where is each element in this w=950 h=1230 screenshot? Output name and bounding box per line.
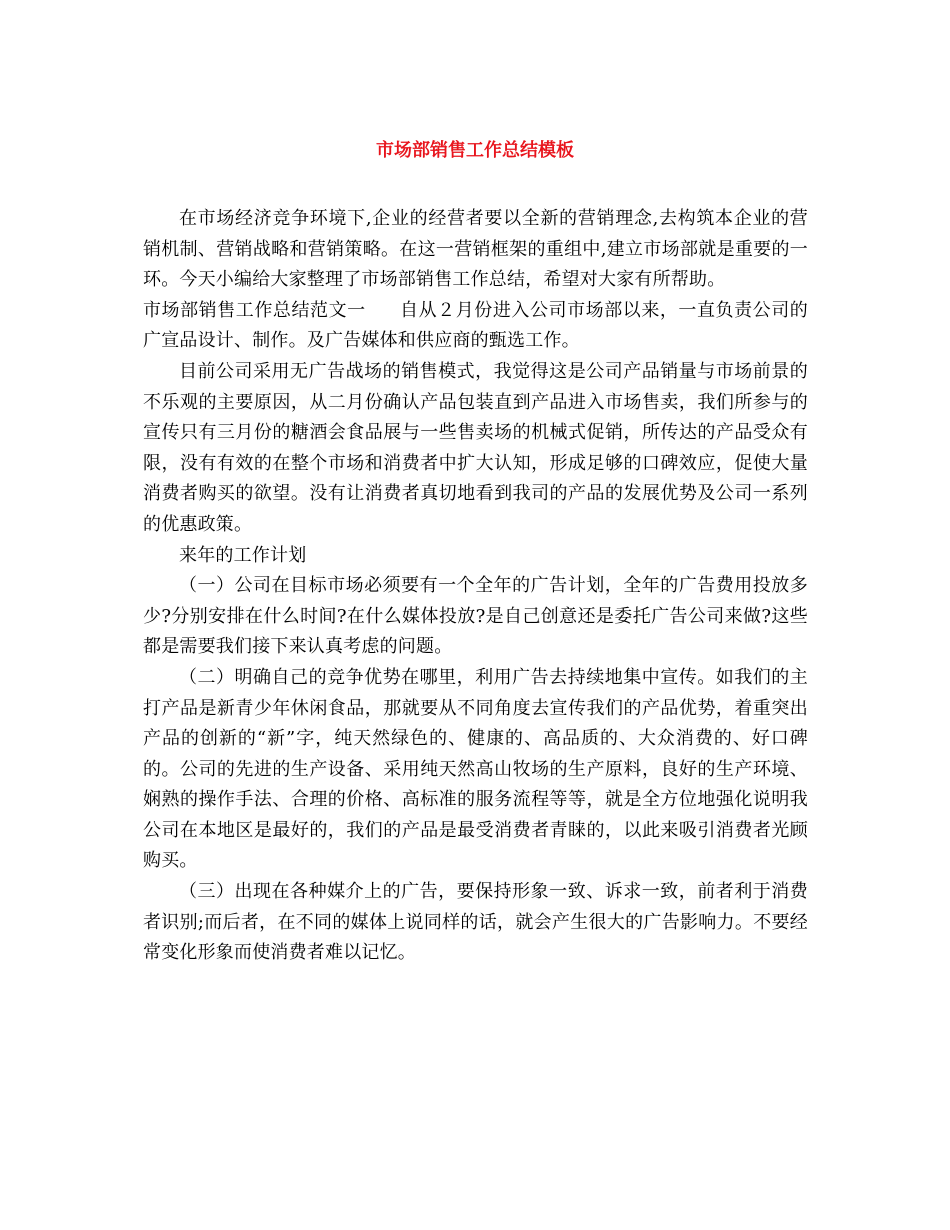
plan-item-3: （三）出现在各种媒介上的广告，要保持形象一致、诉求一致，前者利于消费者识别;而后者，在不同的媒体上说同样的话，就会产生很大的广告影响力。不要经常变化形象而使消费者难以记忆。 [143, 881, 808, 964]
sample-text: 自从２月份进入公司市场部以来，一直负责公司的广宣品设计、制作。及广告媒体和供应商的甄选工作。 [143, 299, 808, 352]
plan-item-1: （一）公司在目标市场必须要有一个全年的广告计划，全年的广告费用投放多少?分别安排在什么时间?在什么媒体投放?是自己创意还是委托广告公司来做?这些都是需要我们接下来认真考虑的问题。 [143, 575, 808, 658]
document-title: 市场部销售工作总结模板 [376, 140, 574, 161]
intro-paragraph: 在市场经济竞争环境下,企业的经营者要以全新的营销理念,去构筑本企业的营销机制、营销战略和营销策略。在这一营销框架的重组中,建立市场部就是重要的一环。今天小编给大家整理了市场部销售工作总结，希望对大家有所帮助。 [143, 208, 808, 291]
plan-item-2: （二）明确自己的竞争优势在哪里，利用广告去持续地集中宣传。如我们的主打产品是新青少年休闲食品，那就要从不同角度去宣传我们的产品优势，着重突出产品的创新的“新”字，纯天然绿色的、健康的、高品质的、大众消费的、好口碑的。公司的先进的生产设备、采用纯天然高山牧场的生产原料，良好的生产环境、娴熟的操作手法、合理的价格、高标准的服务流程等等，就是全方位地强化说明我公司在本地区是最好的，我们的产品是最受消费者青睐的，以此来吸引消费者光顾购买。 [143, 666, 808, 872]
sample-paragraph [143, 296, 808, 357]
document-body [143, 204, 808, 969]
sample-heading: 市场部销售工作总结范文一 [143, 299, 366, 321]
plan-heading: 来年的工作计划 [179, 544, 307, 566]
analysis-paragraph: 目前公司采用无广告战场的销售模式，我觉得这是公司产品销量与市场前景的不乐观的主要原因，从二月份确认产品包装直到产品进入市场售卖，我们所参与的宣传只有三月份的糖酒会食品展与一些售卖场的机械式促销，所传达的产品受众有限，没有有效的在整个市场和消费者中扩大认知，形成足够的口碑效应，促使大量消费者购买的欲望。没有让消费者真切地看到我司的产品的发展优势及公司一系列的优惠政策。 [143, 360, 808, 535]
